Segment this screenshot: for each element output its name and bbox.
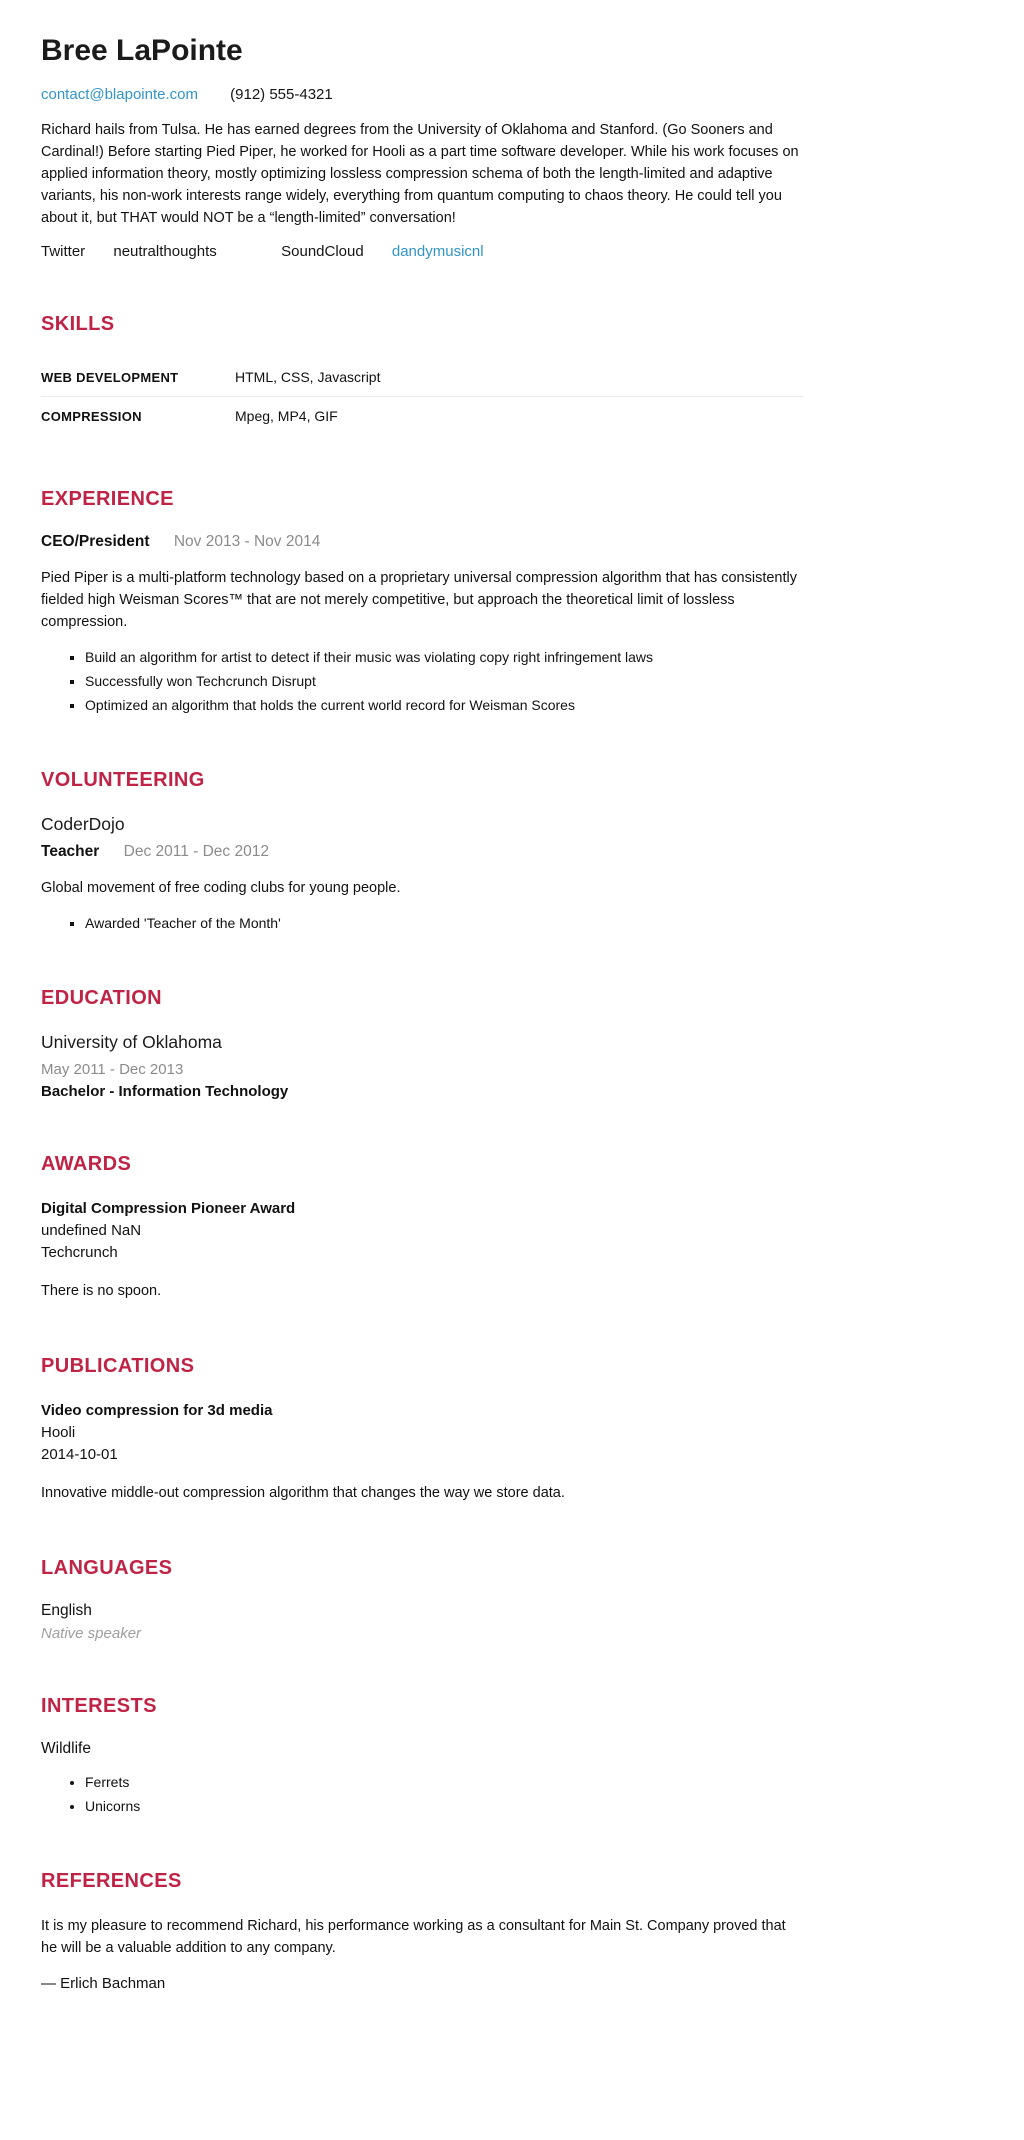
experience-title: EXPERIENCE [41, 487, 174, 510]
reference-text: It is my pleasure to recommend Richard, his performance working as a consultant for Main St. Company proved that he will be a valuable addition to any company. [41, 1917, 786, 1956]
email-link[interactable]: contact@blapointe.com [41, 85, 198, 103]
job-dates: Nov 2013 - Nov 2014 [173, 532, 321, 550]
award-date: undefined NaN [41, 1221, 142, 1239]
section-languages [41, 1556, 803, 1642]
publications-title: PUBLICATIONS [41, 1354, 195, 1377]
award-name: Digital Compression Pioneer Award [41, 1199, 296, 1217]
job-highlights-list [41, 647, 803, 716]
award-awarder: Techcrunch [41, 1243, 118, 1261]
interest-keywords-list [41, 1772, 803, 1817]
profile-username-soundcloud-link[interactable]: dandymusicnl [391, 242, 484, 260]
section-awards [41, 1152, 803, 1302]
phone-number: (912) 555-4321 [230, 85, 333, 103]
volunteer-highlight: ▪ Awarded 'Teacher of the Month' [85, 913, 803, 934]
section-volunteering [41, 768, 803, 934]
education-institution: University of Oklahoma [41, 1031, 222, 1052]
award-summary: There is no spoon. [41, 1282, 162, 1299]
education-degree: Bachelor - Information Technology [41, 1082, 289, 1100]
languages-title: LANGUAGES [41, 1556, 173, 1579]
section-interests [41, 1694, 803, 1817]
awards-title: AWARDS [41, 1152, 132, 1175]
skill-row [41, 358, 803, 397]
volunteer-highlights-list [41, 913, 803, 934]
job-header [41, 533, 803, 551]
section-experience [41, 487, 803, 716]
volunteering-title: VOLUNTEERING [41, 768, 205, 791]
education-title: EDUCATION [41, 986, 163, 1009]
skills-title: SKILLS [41, 312, 115, 335]
publication-name: Video compression for 3d media [41, 1401, 273, 1419]
volunteer-dates: Dec 2011 - Dec 2012 [123, 842, 269, 860]
job-position: CEO/President [41, 532, 150, 550]
skill-keywords: Mpeg, MP4, GIF [235, 407, 338, 424]
volunteer-header [41, 843, 803, 861]
references-title: REFERENCES [41, 1869, 182, 1892]
skill-name: WEB DEVELOPMENT [41, 369, 179, 385]
education-dates: May 2011 - Dec 2013 [41, 1060, 184, 1078]
social-profiles-row [41, 243, 803, 260]
job-highlight: ▪ Optimized an algorithm that holds the current world record for Weisman Scores [85, 695, 803, 716]
publication-date: 2014-10-01 [41, 1445, 118, 1463]
skill-row [41, 397, 803, 435]
person-name: Bree LaPointe [41, 34, 243, 67]
resume-content [41, 34, 803, 1992]
section-skills [41, 312, 803, 435]
job-highlight: ▪ Successfully won Techcrunch Disrupt [85, 671, 803, 692]
job-highlight: ▪ Build an algorithm for artist to detect if their music was violating copy right infringement laws [85, 647, 803, 668]
volunteer-organization: CoderDojo [41, 813, 125, 834]
reference-signature: — Erlich Bachman [41, 1974, 166, 1992]
job-summary: Pied Piper is a multi-platform technology based on a proprietary universal compression algorithm that has consistently fielded high Weisman Scores™ that are not merely competitive, but approach the theoretical limit of lossless compression. [41, 569, 797, 630]
language-fluency: Native speaker [41, 1624, 142, 1642]
section-education [41, 986, 803, 1100]
interest-name: Wildlife [41, 1739, 91, 1757]
interest-keyword: • Ferrets [85, 1772, 803, 1793]
profile-username-twitter: neutralthoughts [113, 242, 217, 260]
section-references [41, 1869, 803, 1992]
contact-row [41, 86, 803, 103]
section-publications [41, 1354, 803, 1504]
skill-keywords: HTML, CSS, Javascript [235, 368, 381, 385]
profile-network-soundcloud: SoundCloud [281, 242, 364, 260]
skill-name: COMPRESSION [41, 408, 142, 424]
profile-network-twitter: Twitter [41, 242, 86, 260]
volunteer-position: Teacher [41, 842, 100, 860]
interest-keyword: • Unicorns [85, 1796, 803, 1817]
volunteer-summary: Global movement of free coding clubs for young people. [41, 879, 401, 896]
publication-summary: Innovative middle-out compression algorithm that changes the way we store data. [41, 1484, 565, 1501]
language-name: English [41, 1601, 92, 1619]
summary-paragraph: Richard hails from Tulsa. He has earned degrees from the University of Oklahoma and Stanford. (Go Sooners and Cardinal!) Before starting Pied Piper, he worked for Hooli as a part time software developer. While his work focuses on applied information theory, mostly optimizing lossless compression schema of both the length-limited and adaptive variants, his non-work interests range widely, everything from quantum computing to chaos theory. He could tell you about it, but THAT would NOT be a “length-limited” conversation! [41, 121, 799, 226]
publication-publisher: Hooli [41, 1423, 76, 1441]
interests-title: INTERESTS [41, 1694, 157, 1717]
